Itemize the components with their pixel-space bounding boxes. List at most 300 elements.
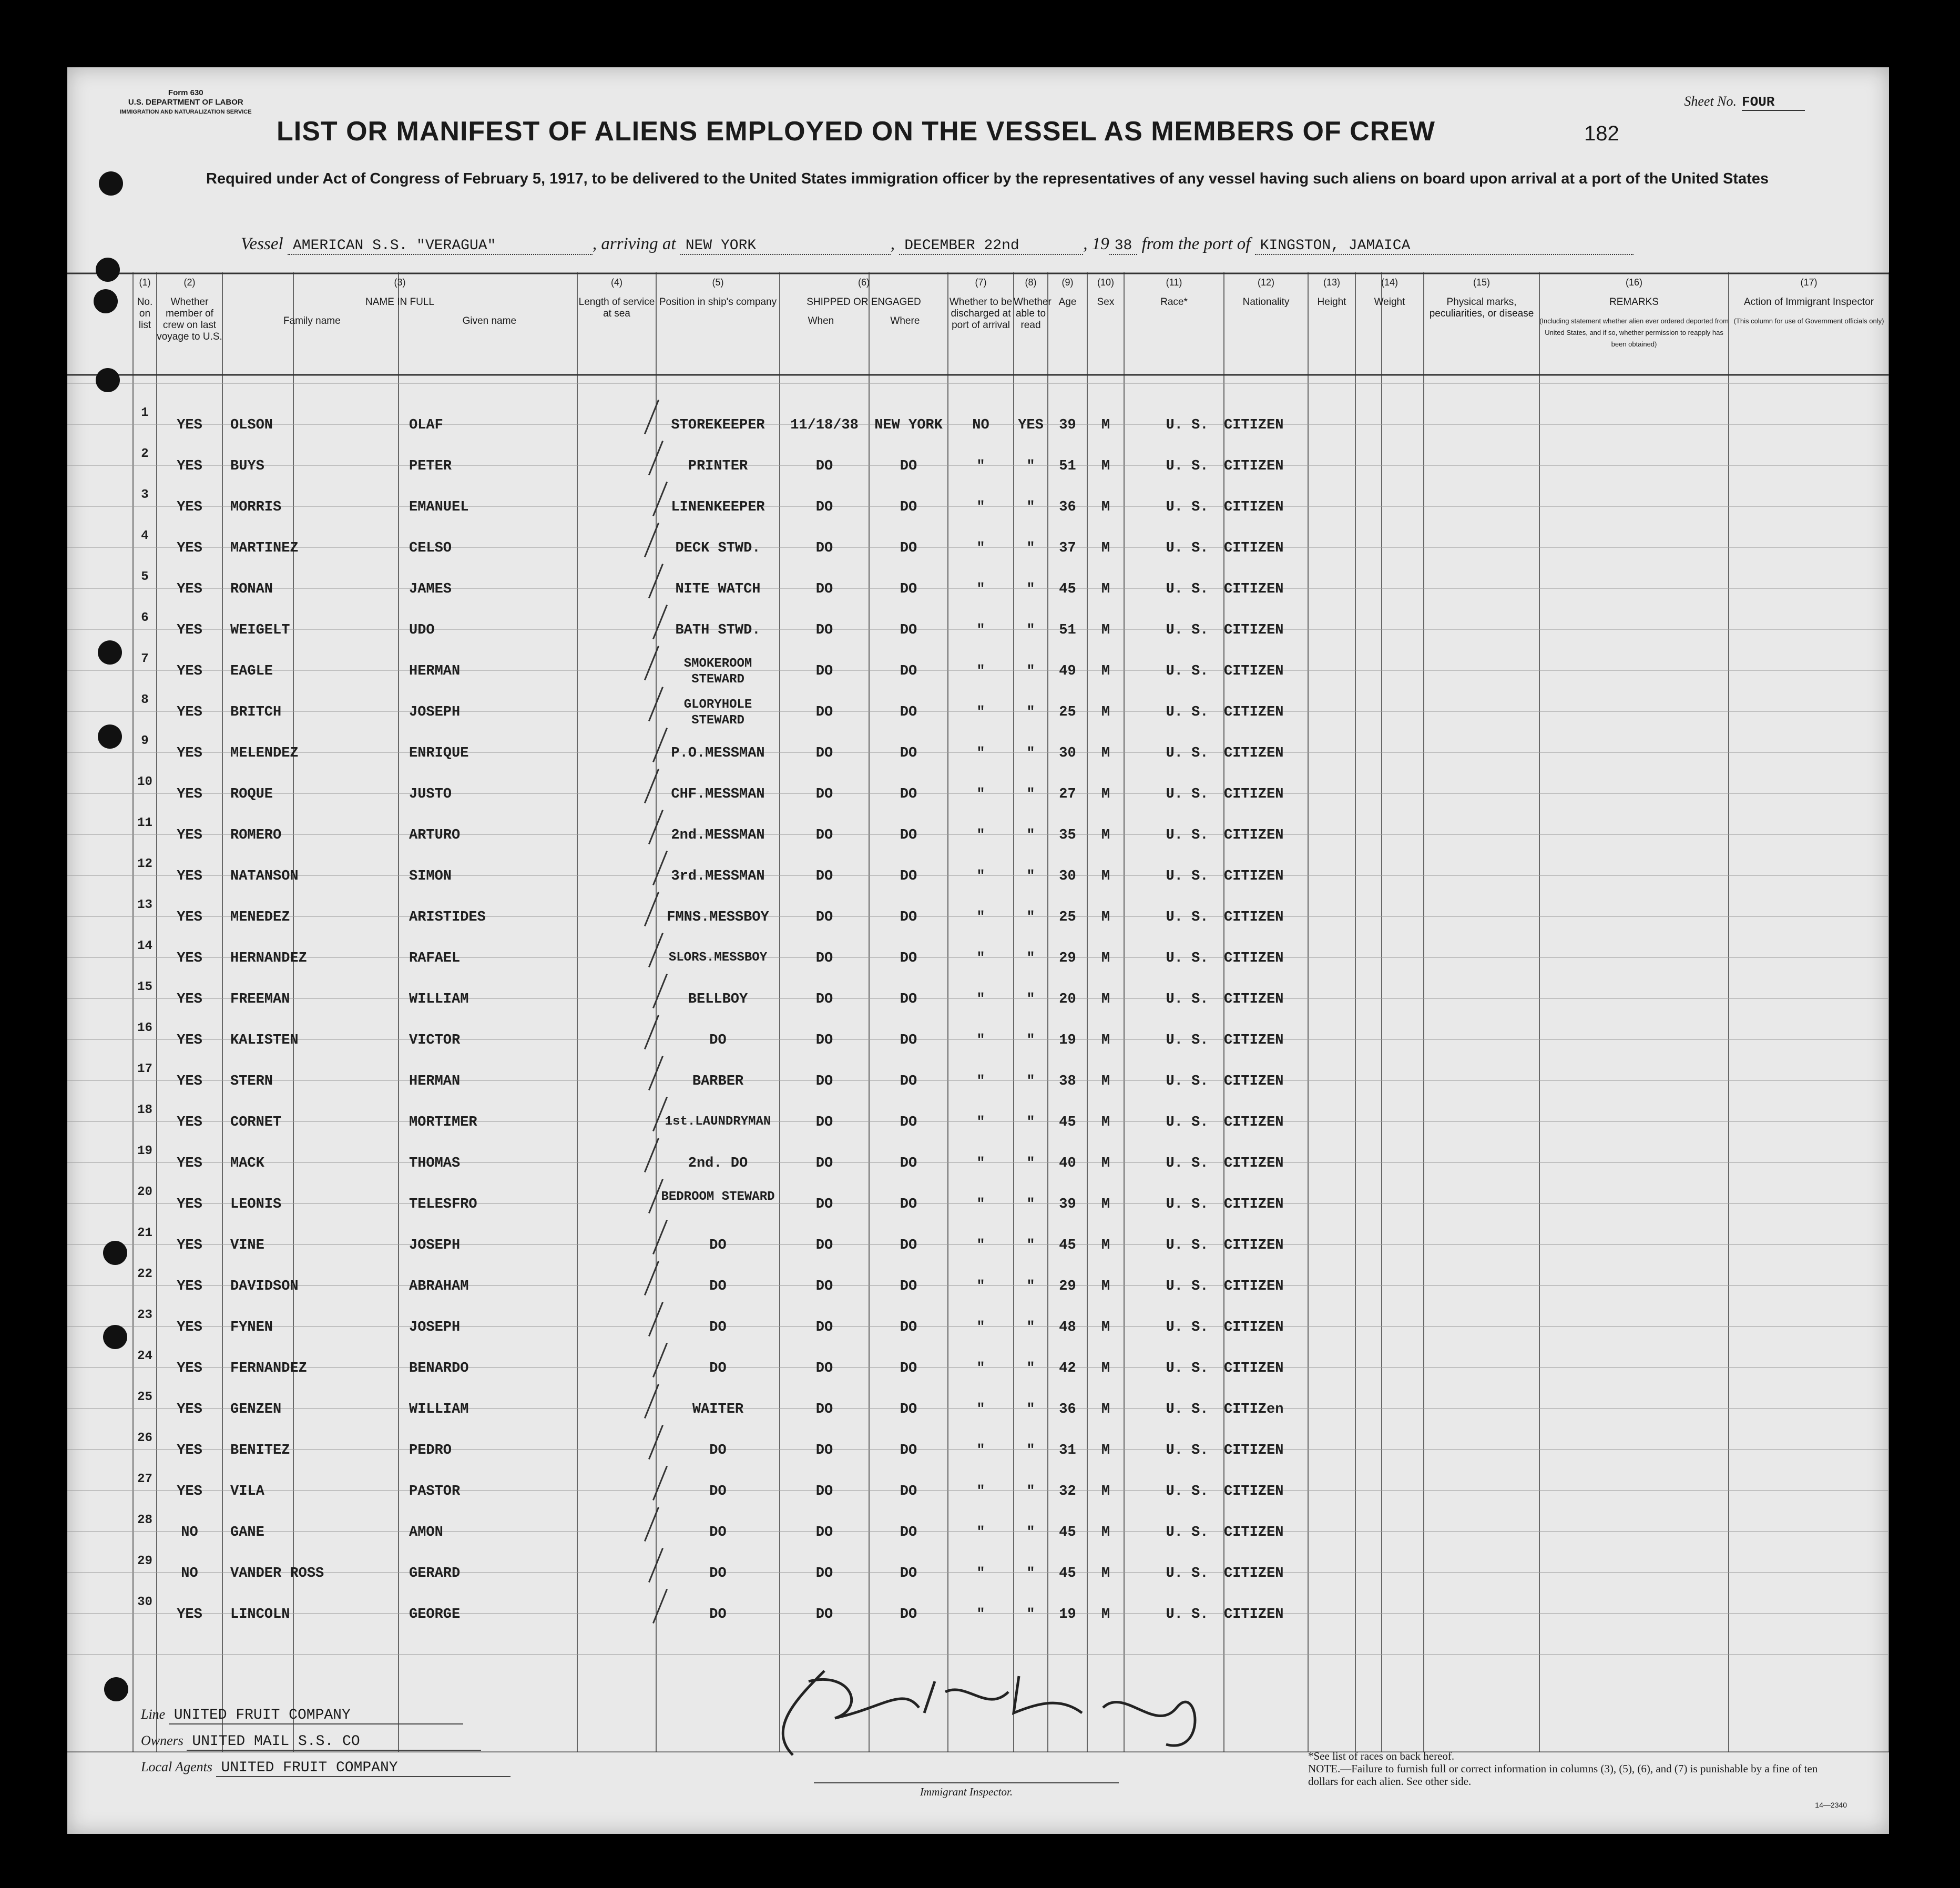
cell-last: YES (177, 787, 202, 802)
cell-where: DO (900, 828, 917, 843)
cell-race: U. S. (1166, 705, 1209, 720)
cell-last: YES (177, 664, 202, 679)
agents-label: Local Agents (141, 1759, 213, 1774)
cell-disch: " (976, 910, 985, 925)
punch-hole (99, 171, 123, 196)
footer-agents (141, 1759, 511, 1777)
year-suffix: 38 (1109, 238, 1138, 255)
cell-where: DO (900, 1115, 917, 1130)
cell-family: KALISTEN (230, 1033, 299, 1048)
cell-where: DO (900, 1279, 917, 1294)
cell-sex: M (1101, 1566, 1110, 1581)
column-number: (6) (858, 277, 870, 288)
cell-where: DO (900, 540, 917, 556)
cell-read: " (1026, 1607, 1035, 1622)
cell-position: DO (709, 1566, 727, 1581)
column-sublabels (1539, 315, 1729, 350)
cell-race: U. S. (1166, 458, 1209, 474)
cell-read: " (1026, 499, 1035, 515)
cell-sex: M (1101, 622, 1110, 638)
cell-age: 49 (1059, 664, 1076, 679)
cell-disch: " (976, 1607, 985, 1622)
cell-nat: CITIZen (1224, 1402, 1284, 1417)
cell-nat: CITIZEN (1224, 1443, 1284, 1458)
cell-given: JUSTO (409, 787, 452, 802)
column-number: (13) (1323, 277, 1340, 288)
cell-family: ROMERO (230, 828, 282, 843)
cell-race: U. S. (1166, 1033, 1209, 1048)
cell-no: 18 (137, 1103, 152, 1117)
column-number: (2) (183, 277, 196, 288)
cell-sex: M (1101, 417, 1110, 433)
cell-sex: M (1101, 787, 1110, 802)
column-label: Position in ship's company (659, 297, 777, 308)
column-label: Age (1058, 297, 1077, 308)
cell-read: " (1026, 1361, 1035, 1376)
column-sublabel: (This column for use of Government officials only) (1733, 317, 1884, 325)
cell-disch: " (976, 1320, 985, 1335)
cell-nat: CITIZEN (1224, 1525, 1284, 1540)
column-number: (14) (1381, 277, 1398, 288)
cell-last: YES (177, 1156, 202, 1171)
cell-last: YES (177, 622, 202, 638)
cell-position: LINENKEEPER (671, 499, 765, 515)
cell-when: DO (815, 992, 833, 1007)
cell-last: NO (181, 1525, 198, 1540)
cell-sex: M (1101, 1607, 1110, 1622)
cell-sex: M (1101, 1156, 1110, 1171)
cell-disch: " (976, 1156, 985, 1171)
cell-last: YES (177, 458, 202, 474)
cell-race: U. S. (1166, 1361, 1209, 1376)
cell-family: MENEDEZ (230, 910, 290, 925)
owners-label: Owners (141, 1733, 183, 1748)
cell-no: 5 (141, 570, 149, 584)
column-number: (1) (139, 277, 151, 288)
cell-family: MELENDEZ (230, 746, 299, 761)
cell-family: WEIGELT (230, 622, 290, 638)
cell-sex: M (1101, 705, 1110, 720)
cell-sex: M (1101, 746, 1110, 761)
cell-nat: CITIZEN (1224, 664, 1284, 679)
cell-where: DO (900, 787, 917, 802)
column-header (1124, 272, 1224, 375)
cell-race: U. S. (1166, 828, 1209, 843)
cell-position: BEDROOM STEWARD (661, 1190, 775, 1204)
cell-race: U. S. (1166, 951, 1209, 966)
cell-last: YES (177, 746, 202, 761)
cell-nat: CITIZEN (1224, 458, 1284, 474)
cell-disch: " (976, 1484, 985, 1499)
cell-age: 51 (1059, 458, 1076, 474)
column-sublabel: Family name (283, 315, 341, 326)
cell-nat: CITIZEN (1224, 1484, 1284, 1499)
column-sublabel: Given name (462, 315, 517, 326)
cell-nat: CITIZEN (1224, 869, 1284, 884)
cell-where: DO (900, 1525, 917, 1540)
punch-hole (103, 1241, 127, 1265)
column-header (1355, 272, 1424, 375)
cell-last: YES (177, 1238, 202, 1253)
cell-given: CELSO (409, 540, 452, 556)
punch-hole (94, 289, 118, 313)
cell-no: 14 (137, 939, 152, 953)
cell-position: DO (709, 1361, 727, 1376)
cell-when: DO (815, 705, 833, 720)
penalty-note: NOTE.—Failure to furnish full or correct information in columns (3), (5), (6), and (7) is punishable by a fine of ten dollars for each alien. See other side. (1308, 1762, 1818, 1788)
cell-when: DO (815, 664, 833, 679)
cell-given: ABRAHAM (409, 1279, 469, 1294)
cell-last: YES (177, 1607, 202, 1622)
cell-last: YES (177, 1320, 202, 1335)
cell-family: HERNANDEZ (230, 951, 307, 966)
column-number: (9) (1061, 277, 1074, 288)
cell-given: WILLIAM (409, 1402, 469, 1417)
column-header (656, 272, 780, 375)
cell-sex: M (1101, 1525, 1110, 1540)
cell-age: 36 (1059, 1402, 1076, 1417)
cell-where: DO (900, 1074, 917, 1089)
cell-nat: CITIZEN (1224, 1279, 1284, 1294)
cell-race: U. S. (1166, 664, 1209, 679)
vessel-name: AMERICAN S.S. "VERAGUA" (288, 238, 593, 255)
cell-given: UDO (409, 622, 435, 638)
cell-sex: M (1101, 992, 1110, 1007)
cell-position: CHF.MESSMAN (671, 787, 765, 802)
cell-race: U. S. (1166, 1402, 1209, 1417)
cell-nat: CITIZEN (1224, 417, 1284, 433)
cell-disch: " (976, 746, 985, 761)
cell-last: YES (177, 1115, 202, 1130)
cell-race: U. S. (1166, 1115, 1209, 1130)
cell-when: DO (815, 869, 833, 884)
cell-last: YES (177, 499, 202, 515)
cell-no: 30 (137, 1595, 152, 1609)
cell-read: YES (1018, 417, 1044, 433)
cell-nat: CITIZEN (1224, 746, 1284, 761)
punch-hole (96, 258, 120, 282)
cell-sex: M (1101, 951, 1110, 966)
cell-last: YES (177, 1197, 202, 1212)
column-label: Sex (1097, 297, 1115, 308)
vessel-label: Vessel (241, 234, 283, 253)
cell-age: 37 (1059, 540, 1076, 556)
cell-when: DO (815, 1197, 833, 1212)
cell-age: 19 (1059, 1607, 1076, 1622)
cell-age: 27 (1059, 787, 1076, 802)
sheet-number-value: FOUR (1742, 94, 1805, 111)
cell-disch: " (976, 705, 985, 720)
cell-sex: M (1101, 540, 1110, 556)
cell-when: DO (815, 1361, 833, 1376)
cell-when: DO (815, 1525, 833, 1540)
cell-family: BENITEZ (230, 1443, 290, 1458)
cell-race: U. S. (1166, 1156, 1209, 1171)
cell-read: " (1026, 910, 1035, 925)
cell-family: FYNEN (230, 1320, 273, 1335)
cell-given: HERMAN (409, 664, 461, 679)
cell-sex: M (1101, 1033, 1110, 1048)
cell-family: DAVIDSON (230, 1279, 299, 1294)
cell-where: DO (900, 1361, 917, 1376)
column-label: Nationality (1242, 297, 1290, 308)
cell-read: " (1026, 828, 1035, 843)
column-header (1424, 272, 1539, 375)
column-header (1048, 272, 1087, 375)
cell-disch: " (976, 1279, 985, 1294)
cell-given: WILLIAM (409, 992, 469, 1007)
cell-disch: " (976, 1402, 985, 1417)
cell-position: NITE WATCH (675, 581, 761, 597)
cell-age: 45 (1059, 1525, 1076, 1540)
cell-family: ROQUE (230, 787, 273, 802)
cell-nat: CITIZEN (1224, 1033, 1284, 1048)
cell-nat: CITIZEN (1224, 1197, 1284, 1212)
cell-where: DO (900, 992, 917, 1007)
cell-read: " (1026, 1443, 1035, 1458)
column-number: (17) (1800, 277, 1818, 288)
cell-read: " (1026, 540, 1035, 556)
cell-family: EAGLE (230, 664, 273, 679)
cell-sex: M (1101, 1443, 1110, 1458)
cell-when: DO (815, 1156, 833, 1171)
cell-given: AMON (409, 1525, 443, 1540)
cell-age: 36 (1059, 499, 1076, 515)
cell-read: " (1026, 787, 1035, 802)
cell-given: MORTIMER (409, 1115, 477, 1130)
cell-read: " (1026, 869, 1035, 884)
departure-port: KINGSTON, JAMAICA (1255, 238, 1634, 255)
cell-age: 25 (1059, 910, 1076, 925)
cell-when: DO (815, 581, 833, 597)
cell-race: U. S. (1166, 1525, 1209, 1540)
cell-position: BELLBOY (688, 992, 748, 1007)
column-label: Length of service at sea (578, 297, 655, 319)
cell-disch: " (976, 869, 985, 884)
cell-family: BRITCH (230, 705, 282, 720)
cell-no: 7 (141, 652, 149, 666)
cell-read: " (1026, 705, 1035, 720)
cell-no: 26 (137, 1431, 152, 1445)
column-label: Whether member of crew on last voyage to U.S. (157, 297, 222, 342)
cell-age: 48 (1059, 1320, 1076, 1335)
cell-sex: M (1101, 910, 1110, 925)
cell-nat: CITIZEN (1224, 951, 1284, 966)
footer-owners (141, 1733, 481, 1751)
cell-no: 22 (137, 1267, 152, 1281)
cell-where: DO (900, 869, 917, 884)
column-label: Height (1317, 297, 1346, 308)
column-label: Race* (1160, 297, 1188, 308)
cell-given: SIMON (409, 869, 452, 884)
cell-where: DO (900, 951, 917, 966)
cell-nat: CITIZEN (1224, 1320, 1284, 1335)
column-header (1224, 272, 1308, 375)
vessel-line: Vessel AMERICAN S.S. "VERAGUA" , arriving at NEW YORK , DECEMBER 22nd , 19 38 from the port of KINGSTON, JAMAICA (241, 234, 1634, 255)
page-subtitle: Required under Act of Congress of February 5, 1917, to be delivered to the United States immigration officer by the representatives of any vessel having such aliens on board upon arrival at a port of the United States (206, 170, 1769, 187)
cell-position: DO (709, 1443, 727, 1458)
cell-where: DO (900, 458, 917, 474)
cell-where: DO (900, 1484, 917, 1499)
column-number: (3) (394, 277, 406, 288)
cell-position: GLORYHOLE STEWARD (683, 698, 752, 728)
cell-position: DO (709, 1238, 727, 1253)
cell-given: PEDRO (409, 1443, 452, 1458)
cell-family: OLSON (230, 417, 273, 433)
cell-family: NATANSON (230, 869, 299, 884)
cell-read: " (1026, 1279, 1035, 1294)
cell-race: U. S. (1166, 1320, 1209, 1335)
cell-no: 17 (137, 1062, 152, 1076)
cell-where: DO (900, 622, 917, 638)
cell-race: U. S. (1166, 910, 1209, 925)
form-number: Form 630 (168, 88, 203, 97)
column-number: (16) (1625, 277, 1642, 288)
cell-when: DO (815, 540, 833, 556)
cell-race: U. S. (1166, 1443, 1209, 1458)
cell-where: DO (900, 1402, 917, 1417)
cell-age: 32 (1059, 1484, 1076, 1499)
cell-no: 12 (137, 857, 152, 871)
column-number: (4) (611, 277, 622, 288)
cell-position: P.O.MESSMAN (671, 746, 765, 761)
cell-given: JAMES (409, 581, 452, 597)
cell-where: DO (900, 1443, 917, 1458)
column-header (1014, 272, 1052, 375)
cell-where: DO (900, 910, 917, 925)
cell-family: VINE (230, 1238, 264, 1253)
cell-age: 45 (1059, 1115, 1076, 1130)
from-label: from the port of (1141, 234, 1251, 253)
cell-race: U. S. (1166, 622, 1209, 638)
cell-family: FREEMAN (230, 992, 290, 1007)
cell-disch: " (976, 581, 985, 597)
cell-when: DO (815, 1033, 833, 1048)
cell-when: DO (815, 1566, 833, 1581)
cell-age: 29 (1059, 951, 1076, 966)
cell-family: RONAN (230, 581, 273, 597)
cell-disch: " (976, 992, 985, 1007)
cell-race: U. S. (1166, 1197, 1209, 1212)
cell-sex: M (1101, 1320, 1110, 1335)
cell-last: YES (177, 869, 202, 884)
cell-no: 25 (137, 1390, 152, 1404)
cell-sex: M (1101, 664, 1110, 679)
cell-race: U. S. (1166, 417, 1209, 433)
column-sublabel: (Including statement whether alien ever ordered deported from United States, and if so, whether permission to reapply has been obtained) (1539, 317, 1729, 348)
column-number: (11) (1166, 277, 1182, 288)
punch-hole (98, 724, 122, 749)
signature (746, 1650, 1219, 1771)
cell-read: " (1026, 664, 1035, 679)
cell-read: " (1026, 992, 1035, 1007)
cell-disch: " (976, 951, 985, 966)
cell-where: DO (900, 1197, 917, 1212)
cell-given: GEORGE (409, 1607, 461, 1622)
cell-position: 3rd.MESSMAN (671, 869, 765, 884)
column-number: (12) (1257, 277, 1274, 288)
cell-nat: CITIZEN (1224, 910, 1284, 925)
cell-position: FMNS.MESSBOY (667, 910, 769, 925)
cell-age: 30 (1059, 746, 1076, 761)
column-label: REMARKS (1609, 297, 1659, 308)
cell-no: 20 (137, 1185, 152, 1199)
cell-read: " (1026, 951, 1035, 966)
cell-given: JOSEPH (409, 1320, 461, 1335)
cell-family: GANE (230, 1525, 264, 1540)
cell-sex: M (1101, 1115, 1110, 1130)
cell-age: 45 (1059, 581, 1076, 597)
sheet-number (1684, 94, 1805, 111)
cell-no: 16 (137, 1021, 152, 1035)
cell-when: DO (815, 828, 833, 843)
cell-position: DO (709, 1484, 727, 1499)
cell-read: " (1026, 1402, 1035, 1417)
cell-disch: " (976, 1443, 985, 1458)
cell-position: 2nd.MESSMAN (671, 828, 765, 843)
cell-age: 35 (1059, 828, 1076, 843)
cell-nat: CITIZEN (1224, 499, 1284, 515)
cell-race: U. S. (1166, 1566, 1209, 1581)
cell-disch: " (976, 1238, 985, 1253)
cell-last: YES (177, 951, 202, 966)
cell-last: YES (177, 540, 202, 556)
cell-given: PETER (409, 458, 452, 474)
cell-when: DO (815, 499, 833, 515)
form-code: 14—2340 (1815, 1801, 1847, 1809)
column-number: (15) (1473, 277, 1490, 288)
cell-sex: M (1101, 581, 1110, 597)
column-sublabel: When (808, 315, 834, 326)
cell-when: DO (815, 1402, 833, 1417)
cell-age: 30 (1059, 869, 1076, 884)
column-sublabels (1729, 315, 1889, 327)
cell-where: DO (900, 1566, 917, 1581)
cell-sex: M (1101, 1197, 1110, 1212)
cell-where: DO (900, 746, 917, 761)
cell-family: LEONIS (230, 1197, 282, 1212)
cell-when: DO (815, 1484, 833, 1499)
cell-disch: " (976, 540, 985, 556)
cell-sex: M (1101, 499, 1110, 515)
column-header (577, 272, 656, 375)
cell-read: " (1026, 1074, 1035, 1089)
cell-nat: CITIZEN (1224, 1156, 1284, 1171)
cell-position: SLORS.MESSBOY (668, 951, 768, 965)
cell-race: U. S. (1166, 869, 1209, 884)
cell-sex: M (1101, 1074, 1110, 1089)
cell-age: 29 (1059, 1279, 1076, 1294)
cell-where: NEW YORK (874, 417, 943, 433)
cell-disch: " (976, 828, 985, 843)
cell-last: YES (177, 581, 202, 597)
cell-race: U. S. (1166, 1238, 1209, 1253)
cell-disch: " (976, 458, 985, 474)
column-header (157, 272, 222, 375)
cell-position: BARBER (692, 1074, 744, 1089)
sheet-number-label: Sheet No. (1684, 94, 1737, 109)
cell-sex: M (1101, 1361, 1110, 1376)
cell-given: ARISTIDES (409, 910, 486, 925)
cell-no: 24 (137, 1349, 152, 1363)
column-header (1308, 272, 1355, 375)
cell-position: BATH STWD. (675, 622, 761, 638)
cell-when: 11/18/38 (790, 417, 859, 433)
cell-age: 19 (1059, 1033, 1076, 1048)
cell-age: 39 (1059, 417, 1076, 433)
cell-nat: CITIZEN (1224, 1074, 1284, 1089)
cell-nat: CITIZEN (1224, 1238, 1284, 1253)
